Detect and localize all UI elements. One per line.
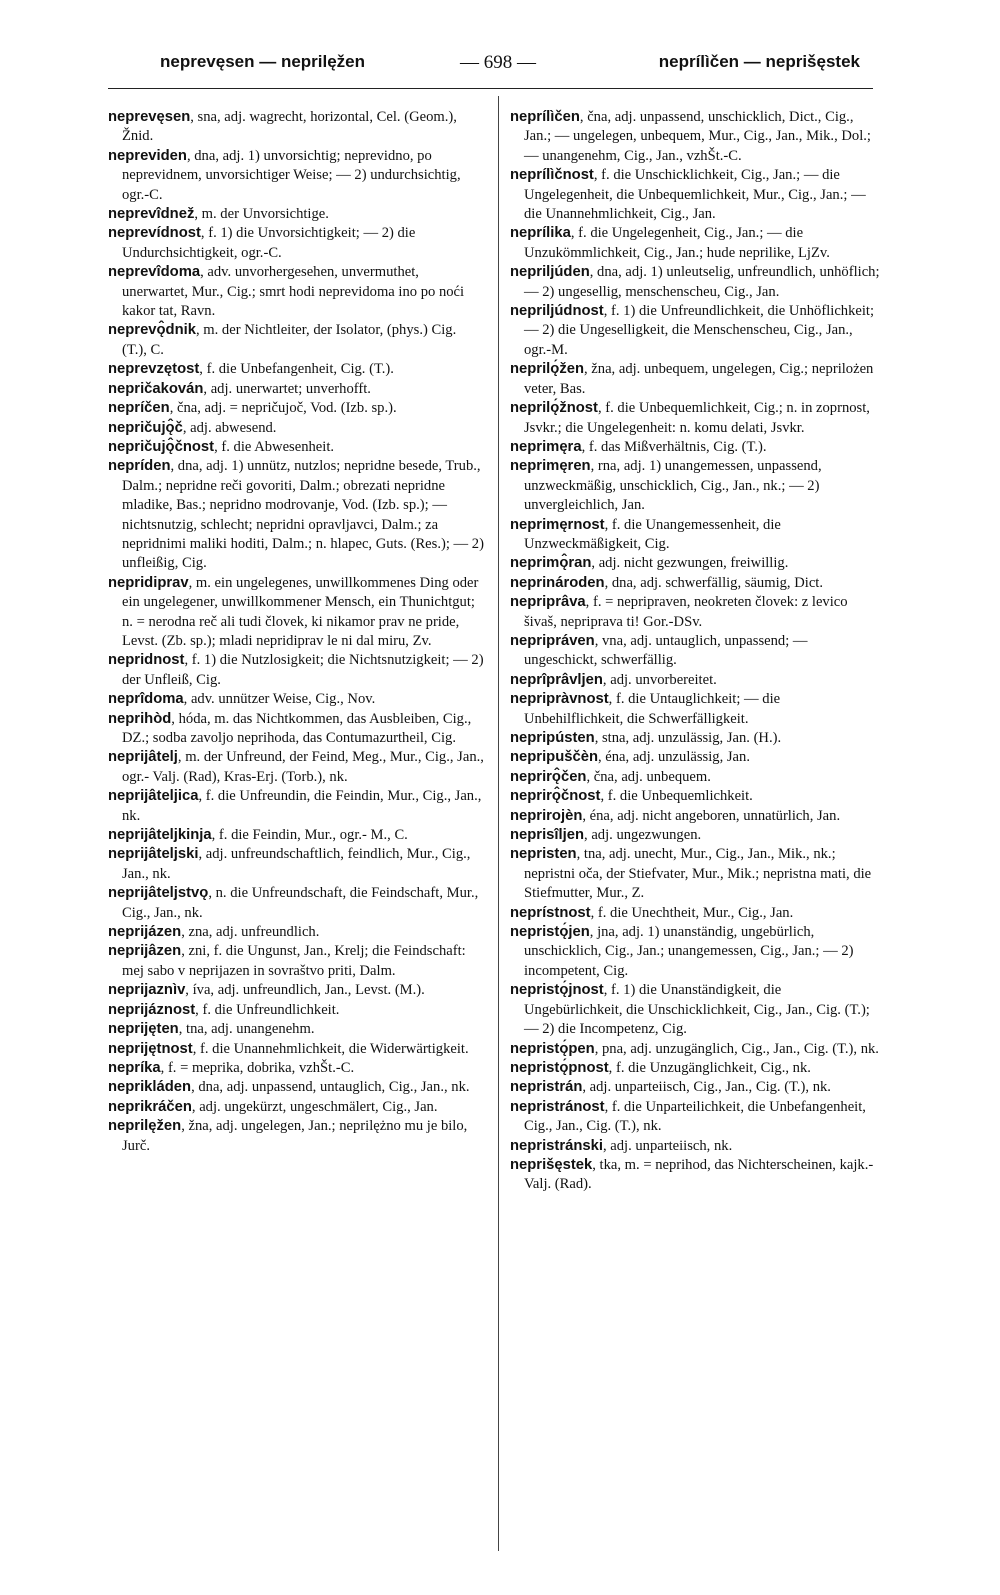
entry-headword: nepriprâva — [510, 594, 586, 611]
dictionary-entry — [108, 321, 484, 360]
entry-headword: neprijâtelj — [108, 749, 178, 766]
dictionary-entry — [108, 1020, 484, 1039]
entry-headword: nepristǫ́pnost — [510, 1059, 609, 1076]
entry-definition: , f. 1) die Nutzlosigkeit; die Nichtsnutzigkeit; — 2) der Unfleiß, Cig. — [122, 652, 484, 688]
column-divider — [498, 96, 499, 1551]
entry-definition: , tna, adj. unecht, Mur., Cig., Jan., Mik., nk.; nepristni oča, der Stiefvater, Mur., Mik.; nepristna mati, die Stiefmutter, Mur., Z. — [524, 846, 872, 902]
entry-headword: neprijâzen — [108, 943, 182, 960]
entry-definition: , f. = nepripraven, neokreten človek: z levico šivaš, nepriprava ti! Gor.-DSv. — [524, 594, 848, 630]
entry-definition: , f. 1) die Unfreundlichkeit, die Unhöflichkeit; — 2) die Ungeselligkeit, die Menschenscheu, Cig., Jan., ogr.-M. — [524, 303, 875, 358]
entry-definition: , adj. unparteiisch, nk. — [602, 1137, 733, 1154]
running-head-left: neprevęsen — neprilęžen — [160, 52, 366, 71]
dictionary-entry — [510, 574, 882, 593]
entry-headword: neprimęren — [510, 458, 591, 475]
entry-headword: nepríden — [108, 458, 171, 475]
entry-definition: , dna, adj. 1) unvorsichtig; neprevidno, po neprevidnem, unvorsichtiger Weise; — 2) undurchsichtig, ogr.-C. — [122, 147, 461, 203]
entry-headword: nepripràvnost — [510, 691, 609, 708]
entry-headword: neprikláden — [108, 1079, 192, 1096]
dictionary-entry — [108, 263, 484, 321]
entry-definition: , adv. unnützer Weise, Cig., Nov. — [183, 691, 376, 708]
entry-headword: nepristǫ́jen — [510, 924, 590, 941]
entry-definition: , m. der Unvorsichtige. — [194, 206, 329, 223]
entry-headword: neprevzętost — [108, 361, 200, 378]
dictionary-entry — [108, 748, 484, 787]
dictionary-entry — [108, 690, 484, 709]
entry-definition: , adj. abwesend. — [182, 419, 277, 436]
entry-definition: , f. 1) die Unvorsichtigkeit; — 2) die Undurchsichtigkeit, ogr.-C. — [122, 225, 416, 261]
entry-definition: , jna, adj. 1) unanständig, ungebürlich, unschicklich, Cig., Jan.; unangemessen, Cig., Jan.; — 2) incompetent, Cig. — [524, 924, 854, 979]
entry-headword: neprijáznost — [108, 1001, 196, 1018]
entry-headword: neprilǫ́žen — [510, 361, 584, 378]
entry-definition: , f. das Mißverhältnis, Cig. (T.). — [581, 438, 767, 455]
dictionary-entry — [108, 1078, 484, 1097]
entry-headword: neprijázen — [108, 924, 182, 941]
entry-headword: neprijâteljstvǫ — [108, 885, 209, 902]
entry-definition: , čna, adj. unbequem. — [586, 768, 711, 785]
entry-definition: , dna, adj. schwerfällig, säumig, Dict. — [604, 574, 824, 591]
dictionary-entry — [510, 108, 882, 166]
entry-definition: , éna, adj. nicht angeboren, unnatürlich, Jan. — [582, 807, 841, 824]
dictionary-entry — [510, 807, 882, 826]
dictionary-entry — [510, 457, 882, 515]
dictionary-entry — [108, 981, 484, 1000]
entry-headword: nepristǫ́pen — [510, 1040, 595, 1057]
entry-definition: , tka, m. = neprihod, das Nichterscheinen, kajk.- Valj. (Rad). — [524, 1156, 874, 1193]
entry-headword: nepripuščèn — [510, 749, 598, 766]
dictionary-entry — [510, 1156, 882, 1195]
entry-headword: neprilęžen — [108, 1118, 182, 1135]
entry-definition: , rna, adj. 1) unangemessen, unpassend, unzweckmäßig, unschicklich, Cig., Jan., nk.; — 2) unvergleichlich, Jan. — [524, 458, 822, 514]
entry-definition: , zni, f. die Ungunst, Jan., Krelj; die Feindschaft: mej sabo v neprijazen in sovraštvo priti, Dalm. — [122, 943, 466, 979]
dictionary-entry — [510, 166, 882, 224]
entry-definition: , m. ein ungelegenes, unwillkommenes Ding oder ein ungelegener, unwillkommener Mensch, ein Thunichtgut; n. = nerodna reč ali tudi človek, ki nikamor prav ne pride, Levst. (Zb. sp.); mladi nepridiprav le ni dal miru, Zv. — [122, 574, 479, 649]
dictionary-entry — [108, 108, 484, 147]
entry-headword: neprijętnost — [108, 1040, 193, 1057]
dictionary-entry — [510, 787, 882, 806]
entry-definition: , dna, adj. 1) unleutselig, unfreundlich, unhöflich; — 2) ungesellig, menschenscheu, Cig., Jan. — [524, 264, 880, 300]
running-head — [160, 52, 860, 78]
entry-headword: neprirǫ̂čnost — [510, 788, 601, 805]
entry-definition: , f. die Unfreundin, die Feindin, Mur., Cig., Jan., nk. — [122, 788, 482, 824]
entry-headword: nepripráven — [510, 632, 595, 649]
dictionary-entry — [510, 826, 882, 845]
entry-headword: neprevídnost — [108, 225, 201, 242]
dictionary-entry — [108, 1040, 484, 1059]
entry-headword: nepriljúdnost — [510, 303, 604, 320]
dictionary-entry — [510, 845, 882, 903]
dictionary-entry — [510, 768, 882, 787]
dictionary-entry — [108, 1059, 484, 1078]
dictionary-entry — [510, 1078, 882, 1097]
entry-definition: , dna, adj. 1) unnütz, nutzlos; nepridne besede, Trub., Dalm.; nepridne reči govoriti, Dalm.; obrezati nepridne mladike, Bas.; nepridno modrovanje, Vod. (Izb. sp.); — nichtsnutzig, schlecht; nepridni opravljavci, Dalm.; za nepridnimi maliki hoditi, Dalm.; n. hlapec, Guts. (Res.); — 2) unfleißig, Cig. — [122, 458, 484, 572]
entry-definition: , m. der Unfreund, der Feind, Meg., Mur., Cig., Jan., ogr.- Valj. (Rad), Kras-Erj. (Torb.), nk. — [122, 749, 484, 785]
entry-headword: neprîprâvljen — [510, 671, 603, 688]
entry-definition: , f. die Unbefangenheit, Cig. (T.). — [199, 361, 394, 378]
dictionary-entry — [510, 1040, 882, 1059]
entry-definition: , f. = meprika, dobrika, vzhŠt.-C. — [160, 1059, 355, 1076]
entry-headword: nepričujǫ̂čnost — [108, 438, 215, 455]
entry-headword: nepridiprav — [108, 574, 189, 591]
left-column — [108, 108, 484, 1156]
dictionary-entry — [108, 205, 484, 224]
entry-definition: , f. die Unangemessenheit, die Unzweckmäßigkeit, Cig. — [524, 516, 781, 552]
dictionary-entry — [510, 632, 882, 671]
dictionary-entry — [108, 457, 484, 573]
entry-definition: , adj. nicht gezwungen, freiwillig. — [591, 555, 789, 572]
dictionary-entry — [510, 1059, 882, 1078]
dictionary-entry — [108, 845, 484, 884]
entry-definition: , f. die Unparteilichkeit, die Unbefangenheit, Cig., Jan., Cig. (T.), nk. — [524, 1098, 866, 1135]
dictionary-entry — [510, 399, 882, 438]
entry-definition: , vna, adj. untauglich, unpassend; — ungeschickt, schwerfällig. — [524, 632, 808, 669]
entry-headword: nepriljúden — [510, 264, 590, 281]
dictionary-entry — [108, 147, 484, 205]
entry-headword: nepríčen — [108, 400, 170, 417]
entry-definition: , adj. ungekürzt, ungeschmälert, Cig., Jan. — [191, 1098, 438, 1115]
entry-headword: nepridnost — [108, 652, 185, 669]
dictionary-entry — [108, 826, 484, 845]
entry-headword: neprijâteljkinja — [108, 827, 212, 844]
dictionary-entry — [510, 690, 882, 729]
entry-definition: , adj. unvorbereitet. — [602, 671, 717, 688]
entry-definition: , f. die Unbequemlichkeit, Cig.; n. in zoprnost, Jsvkr.; die Ungelegenheit: n. komu delati, Jsvkr. — [524, 400, 870, 436]
dictionary-entry — [510, 554, 882, 573]
entry-headword: neprevęsen — [108, 109, 191, 125]
entry-headword: neprijaznìv — [108, 982, 186, 999]
dictionary-entry — [108, 787, 484, 826]
entry-definition: , hóda, m. das Nichtkommen, das Ausbleiben, Cig., DZ.; sodba zavoljo neprihoda, das Contumazurtheil, Cig. — [122, 710, 472, 746]
entry-headword: neprijâteljica — [108, 788, 199, 805]
dictionary-entry — [108, 942, 484, 981]
entry-definition: , íva, adj. unfreundlich, Jan., Levst. (M.). — [185, 982, 425, 999]
dictionary-entry — [510, 981, 882, 1039]
entry-headword: nepričujǫ̂č — [108, 419, 183, 436]
entry-definition: , adj. unfreundschaftlich, feindlich, Mur., Cig., Jan., nk. — [122, 846, 471, 882]
entry-definition: , adj. ungezwungen. — [584, 827, 702, 844]
entry-definition: , čna, adj. unpassend, unschicklich, Dict., Cig., Jan.; — ungelegen, unbequem, Mur., Cig., Jan., Mik., Dol.; — unangenehm, Cig., Jan., vzhŠt.-C. — [524, 109, 871, 164]
entry-headword: neprihòd — [108, 710, 172, 727]
entry-headword: neprirojèn — [510, 807, 583, 824]
entry-headword: neprevǫ̂dnik — [108, 322, 196, 339]
dictionary-entry — [108, 380, 484, 399]
entry-definition: , f. die Unannehmlichkeit, die Widerwärtigkeit. — [192, 1040, 469, 1057]
entry-headword: nepristrán — [510, 1079, 583, 1096]
entry-headword: neprinároden — [510, 574, 605, 591]
right-column — [510, 108, 882, 1195]
entry-headword: neprijâteljski — [108, 846, 199, 863]
entry-headword: neprišęstek — [510, 1156, 593, 1173]
entry-definition: , žna, adj. unbequem, ungelegen, Cig.; neprilożen veter, Bas. — [524, 361, 874, 397]
entry-definition: , stna, adj. unzulässig, Jan. (H.). — [594, 730, 782, 746]
entry-definition: , f. die Unbequemlichkeit. — [600, 788, 753, 805]
dictionary-entry — [510, 671, 882, 690]
entry-headword: neprílika — [510, 225, 571, 242]
dictionary-entry — [108, 1001, 484, 1020]
dictionary-entry — [510, 438, 882, 457]
entry-headword: neprisîljen — [510, 827, 585, 844]
entry-definition: , f. die Unechtheit, Mur., Cig., Jan. — [590, 904, 794, 921]
entry-definition: , adj. unparteiisch, Cig., Jan., Cig. (T.), nk. — [582, 1079, 831, 1096]
entry-definition: , adj. unerwartet; unverhofft. — [203, 380, 371, 397]
entry-headword: nepričakován — [108, 380, 204, 397]
entry-definition: , f. 1) die Unanständigkeit, die Ungebürlichkeit, die Unschicklichkeit, Cig., Jan., Cig. (T.); — 2) die Incompetenz, Cig. — [524, 982, 870, 1038]
entry-headword: nepríka — [108, 1059, 161, 1076]
dictionary-entry — [510, 360, 882, 399]
entry-definition: , sna, adj. wagrecht, horizontal, Cel. (Geom.), Žnid. — [122, 109, 457, 145]
entry-definition: , čna, adj. = nepričujoč, Vod. (Izb. sp.). — [169, 400, 397, 417]
dictionary-entry — [510, 923, 882, 981]
dictionary-entry — [510, 1137, 882, 1156]
entry-headword: nepristen — [510, 846, 577, 863]
dictionary-entry — [510, 516, 882, 555]
entry-headword: nepristránost — [510, 1098, 605, 1115]
entry-headword: neprimǫ̂ran — [510, 555, 592, 572]
entry-definition: , éna, adj. unzulässig, Jan. — [597, 749, 750, 766]
entry-definition: , f. die Feindin, Mur., ogr.- M., C. — [211, 827, 408, 844]
dictionary-entry — [108, 574, 484, 652]
entry-definition: , dna, adj. unpassend, untauglich, Cig., Jan., nk. — [191, 1079, 470, 1096]
page-number: — 698 — — [460, 52, 536, 73]
entry-definition: , pna, adj. unzugänglich, Cig., Jan., Cig. (T.), nk. — [594, 1040, 879, 1057]
entry-definition: , f. die Unfreundlichkeit. — [195, 1001, 340, 1018]
entry-headword: neprimęra — [510, 438, 582, 455]
dictionary-entry — [108, 1098, 484, 1117]
entry-headword: nepripústen — [510, 730, 595, 746]
dictionary-entry — [510, 224, 882, 263]
dictionary-entry — [108, 884, 484, 923]
dictionary-entry — [108, 360, 484, 379]
dictionary-entry — [108, 419, 484, 438]
entry-definition: , f. die Abwesenheit. — [214, 438, 335, 455]
entry-definition: , tna, adj. unangenehm. — [178, 1021, 315, 1038]
dictionary-entry — [108, 710, 484, 749]
running-head-right: neprílìčen — neprišęstek — [658, 52, 860, 71]
entry-headword: neprimęrnost — [510, 516, 605, 533]
entry-headword: neprîdoma — [108, 691, 184, 708]
dictionary-entry — [510, 904, 882, 923]
entry-headword: neprevîdnež — [108, 206, 195, 223]
dictionary-entry — [510, 748, 882, 767]
dictionary-entry — [510, 263, 882, 302]
entry-headword: neprílìčen — [510, 109, 580, 125]
entry-headword: neprílìčnost — [510, 167, 594, 184]
entry-headword: neprijęten — [108, 1021, 179, 1038]
entry-definition: , m. der Nichtleiter, der Isolator, (phys.) Cig. (T.), C. — [122, 322, 457, 358]
dictionary-entry — [108, 224, 484, 263]
entry-definition: , f. die Unschicklichkeit, Cig., Jan.; — die Ungelegenheit, die Unbequemlichkeit, Mur., Cig., Jan.; — die Unannehmlichkeit, Cig., Jan. — [524, 167, 866, 223]
entry-headword: nepristránski — [510, 1137, 603, 1154]
entry-headword: neprevîdoma — [108, 264, 201, 281]
entry-headword: neprikráčen — [108, 1098, 192, 1115]
entry-headword: nepreviden — [108, 147, 187, 164]
entry-headword: neprirǫ̂čen — [510, 768, 587, 785]
entry-definition: , f. die Untauglichkeit; — die Unbehilflichkeit, die Schwerfälligkeit. — [524, 691, 781, 727]
entry-definition: , žna, adj. ungelegen, Jan.; neprilężno mu je bilo, Jurč. — [122, 1118, 468, 1154]
entry-headword: nepristǫ́jnost — [510, 982, 604, 999]
entry-definition: , f. die Ungelegenheit, Cig., Jan.; — die Unzukömmlichkeit, Cig., Jan.; hude neprilike, LjZv. — [524, 225, 830, 261]
dictionary-entry — [510, 302, 882, 360]
dictionary-entry — [108, 1117, 484, 1156]
dictionary-entry — [510, 1098, 882, 1137]
dictionary-entry — [108, 923, 484, 942]
dictionary-entry — [108, 399, 484, 418]
dictionary-entry — [510, 729, 882, 748]
entry-headword: neprilǫ́žnost — [510, 400, 598, 417]
entry-definition: , n. die Unfreundschaft, die Feindschaft, Mur., Cig., Jan., nk. — [122, 885, 479, 921]
entry-definition: , adv. unvorhergesehen, unvermuthet, unerwartet, Mur., Cig.; smrt hodi neprevidoma ino po noći kakor tat, Ravn. — [122, 264, 465, 320]
header-rule — [108, 88, 873, 89]
dictionary-entry — [108, 438, 484, 457]
entry-definition: , zna, adj. unfreundlich. — [181, 924, 320, 941]
entry-definition: , f. die Unzugänglichkeit, Cig., nk. — [608, 1059, 811, 1076]
dictionary-entry — [108, 651, 484, 690]
dictionary-entry — [510, 593, 882, 632]
entry-headword: neprístnost — [510, 904, 591, 921]
